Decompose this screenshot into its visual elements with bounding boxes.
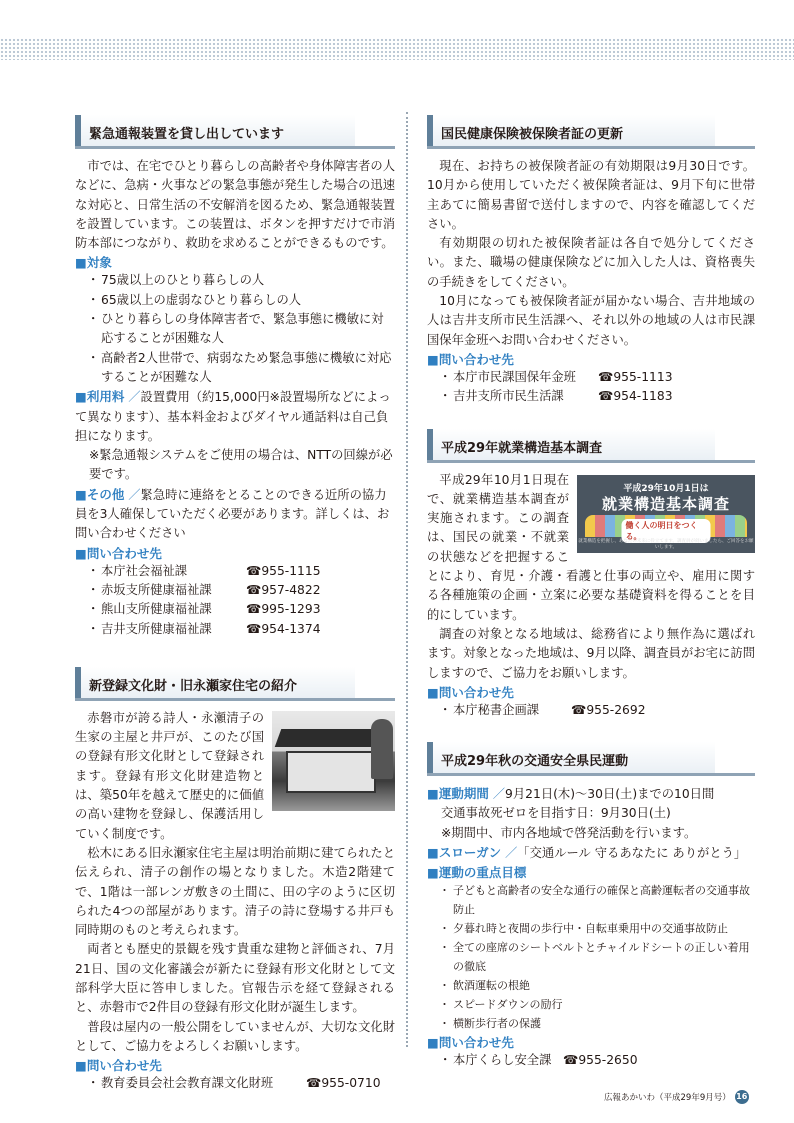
contact-item: ・ 本庁くらし安全課 ☎955-2650	[441, 1051, 755, 1070]
survey-poster-image: 平成29年10月1日は 就業構造基本調査 働く人の明日をつくる。 就業構造を把握し、あなたの未来に役立てます。調査員が伺いましたら、ご回答をお願いします。	[577, 475, 755, 553]
contact-item: ・ 熊山支所健康福祉課 ☎995-1293	[89, 600, 395, 619]
slogan-text: 「交通ルール 守るあなたに ありがとう」	[517, 846, 747, 861]
goals-label: ■ 運動の重点目標	[427, 863, 755, 881]
period-block: ■ 運動期間 ／9月21日(木)～30日(土)までの10日間	[427, 784, 755, 804]
contact-item: ・ 本庁市民課国保年金班 ☎955-1113	[441, 368, 755, 387]
slogan-label: ■ スローガン	[427, 845, 501, 860]
list-item: ・ 夕暮れ時と夜間の歩行中・自転車乗用中の交通事故防止	[441, 919, 755, 938]
contact-item: ・ 吉井支所市民生活課 ☎954-1183	[441, 387, 755, 406]
slogan-block: ■ スローガン ／「交通ルール 守るあなたに ありがとう」	[427, 843, 755, 863]
period-line2: 交通事故死ゼロを目指す日：9月30日(土)	[441, 806, 671, 821]
house-photo	[272, 711, 395, 811]
list-item: ・ 横断歩行者の保護	[441, 1014, 755, 1033]
other-label: ■ その他	[75, 487, 124, 502]
survey-p1: 平成29年10月1日現在で、就業構造基本調査が実施されます。この調査は、国民の就業・不就業の状態などを把握することにより、育児・介護・看護と仕事の両立や、雇用に関する各種施策の企画・立案に必要な基礎資料を得ることを目的にしています。	[427, 472, 755, 622]
list-item: ・ 75歳以上のひとり暮らしの人	[89, 271, 395, 290]
contact-list	[427, 701, 755, 720]
contact-item: ・ 赤坂支所健康福祉課 ☎957-4822	[89, 581, 395, 600]
insurance-p1: 現在、お持ちの被保険者証の有効期限は9月30日です。10月から使用していただく被保険者証は、9月下旬に世帯主あてに簡易書留で送付しますので、内容を確認してください。	[427, 159, 755, 231]
other-block: ■ その他 ／緊急時に連絡をとることのできる近所の協力員を3人確保していただく必要があります。詳しくは、お問い合わせください	[75, 485, 395, 544]
list-item: ・ 子どもと高齢者の安全な通行の確保と高齢運転者の交通事故防止	[441, 881, 755, 919]
list-item: ・ 65歳以上の虚弱なひとり暮らしの人	[89, 291, 395, 310]
contact-label: ■ 問い合わせ先	[75, 544, 395, 562]
header-dot-pattern	[0, 38, 794, 60]
contact-label: ■ 問い合わせ先	[427, 1033, 755, 1051]
contact-label: ■ 問い合わせ先	[75, 1056, 395, 1074]
contact-list	[75, 1074, 395, 1093]
fee-note: ※緊急通報システムをご使用の場合は、NTTの回線が必要です。	[89, 448, 393, 482]
page-footer	[604, 1090, 749, 1104]
section-heading-survey: 平成29年就業構造基本調査	[427, 429, 755, 463]
right-column	[427, 115, 755, 1071]
cultural-p4: 普段は屋内の一般公開をしていませんが、大切な文化財として、ご協力をよろしくお願いします。	[75, 1019, 395, 1053]
period-label: ■ 運動期間	[427, 786, 489, 801]
list-item: ・ スピードダウンの励行	[441, 995, 755, 1014]
column-divider	[406, 112, 408, 1047]
section-heading-emergency: 緊急通報装置を貸し出しています	[75, 115, 395, 149]
insurance-p2: 有効期限の切れた被保険者証は各自で処分してください。また、職場の健康保険などに加入した人は、資格喪失の手続きをしてください。	[427, 236, 755, 289]
target-label: ■ 対象	[75, 253, 395, 271]
goals-list	[427, 881, 755, 1033]
contact-item: ・ 本庁社会福祉課 ☎955-1115	[89, 562, 395, 581]
cultural-p3: 両者とも歴史的景観を残す貴重な建物と評価され、7月21日、国の文化審議会が新たに登録有形文化財として文部科学大臣に答申しました。官報告示を経て登録されると、赤磐市で2件目の登録有形文化財が誕生します。	[75, 942, 395, 1015]
contact-list	[427, 1051, 755, 1070]
contact-label: ■ 問い合わせ先	[427, 683, 755, 701]
fee-text: 設置費用（約15,000円※設置場所などによって異なります）、基本料金およびダイヤル通話料は自己負担になります。	[75, 390, 391, 443]
list-item: ・ 高齢者2人世帯で、病弱なため緊急事態に機敏に対応することが困難な人	[89, 349, 395, 388]
cultural-p1: 赤磐市が誇る詩人・永瀬清子の生家の主屋と井戸が、このたび国の登録有形文化財として登録されます。登録有形文化財建造物とは、築50年を越えて歴史的に価値の高い建物を登録し、保護活用していく制度です。	[75, 710, 264, 841]
section-heading-cultural-property: 新登録文化財・旧永瀬家住宅の紹介	[75, 667, 395, 701]
survey-p2: 調査の対象となる地域は、総務省により無作為に選ばれます。対象となった地域は、9月以降、調査員がお宅に訪問しますので、ご協力をお願いします。	[427, 626, 755, 680]
period-text: 9月21日(木)～30日(土)までの10日間	[505, 787, 715, 802]
contact-item: ・ 教育委員会社会教育課文化財班 ☎955-0710	[89, 1074, 395, 1093]
target-list	[75, 271, 395, 387]
contact-item: ・ 本庁秘書企画課 ☎955-2692	[441, 701, 755, 720]
left-column	[75, 115, 395, 1093]
list-item: ・ 全ての座席のシートベルトとチャイルドシートの正しい着用の徹底	[441, 938, 755, 976]
footer-publication: 広報あかいわ（平成29年9月号）	[604, 1093, 731, 1103]
contact-item: ・ 吉井支所健康福祉課 ☎954-1374	[89, 620, 395, 639]
contact-list	[75, 562, 395, 639]
list-item: ・ 飲酒運転の根絶	[441, 976, 755, 995]
section-heading-traffic-safety: 平成29年秋の交通安全県民運動	[427, 742, 755, 776]
page-number: 16	[735, 1090, 749, 1104]
contact-label: ■ 問い合わせ先	[427, 350, 755, 368]
cultural-p2: 松木にある旧永瀬家住宅主屋は明治前期に建てられたと伝えられ、清子の創作の場となりました。木造2階建てで、1階は一部レンガ敷きの土間に、田の字のように区切られた4つの部屋があります。清子の詩に登場する井戸も同時期のものと考えられます。	[75, 845, 395, 938]
list-item: ・ ひとり暮らしの身体障害者で、緊急事態に機敏に対応することが困難な人	[89, 310, 395, 349]
insurance-p3: 10月になっても被保険者証が届かない場合、吉井地域の人は吉井支所市民生活課へ、それ以外の地域の人は市民課国保年金班へお問い合わせください。	[427, 294, 755, 347]
section-heading-insurance: 国民健康保険被保険者証の更新	[427, 115, 755, 149]
emergency-intro: 市では、在宅でひとり暮らしの高齢者や身体障害者の人などに、急病・火事などの緊急事態が発生した場合の迅速な対応と、日常生活の不安解消を図るため、緊急通報装置を設置しています。この装置は、ボタンを押すだけで市消防本部につながり、救助を求めることができるものです。	[75, 159, 395, 251]
period-line3: ※期間中、市内各地域で啓発活動を行います。	[441, 825, 697, 840]
fee-block: ■ 利用料 ／設置費用（約15,000円※設置場所などによって異なります）、基本料金およびダイヤル通話料は自己負担になります。	[75, 387, 395, 446]
contact-list	[427, 368, 755, 407]
fee-label: ■ 利用料	[75, 389, 124, 404]
other-text: 緊急時に連絡をとることのできる近所の協力員を3人確保していただく必要があります。詳しくは、お問い合わせください	[75, 487, 390, 541]
